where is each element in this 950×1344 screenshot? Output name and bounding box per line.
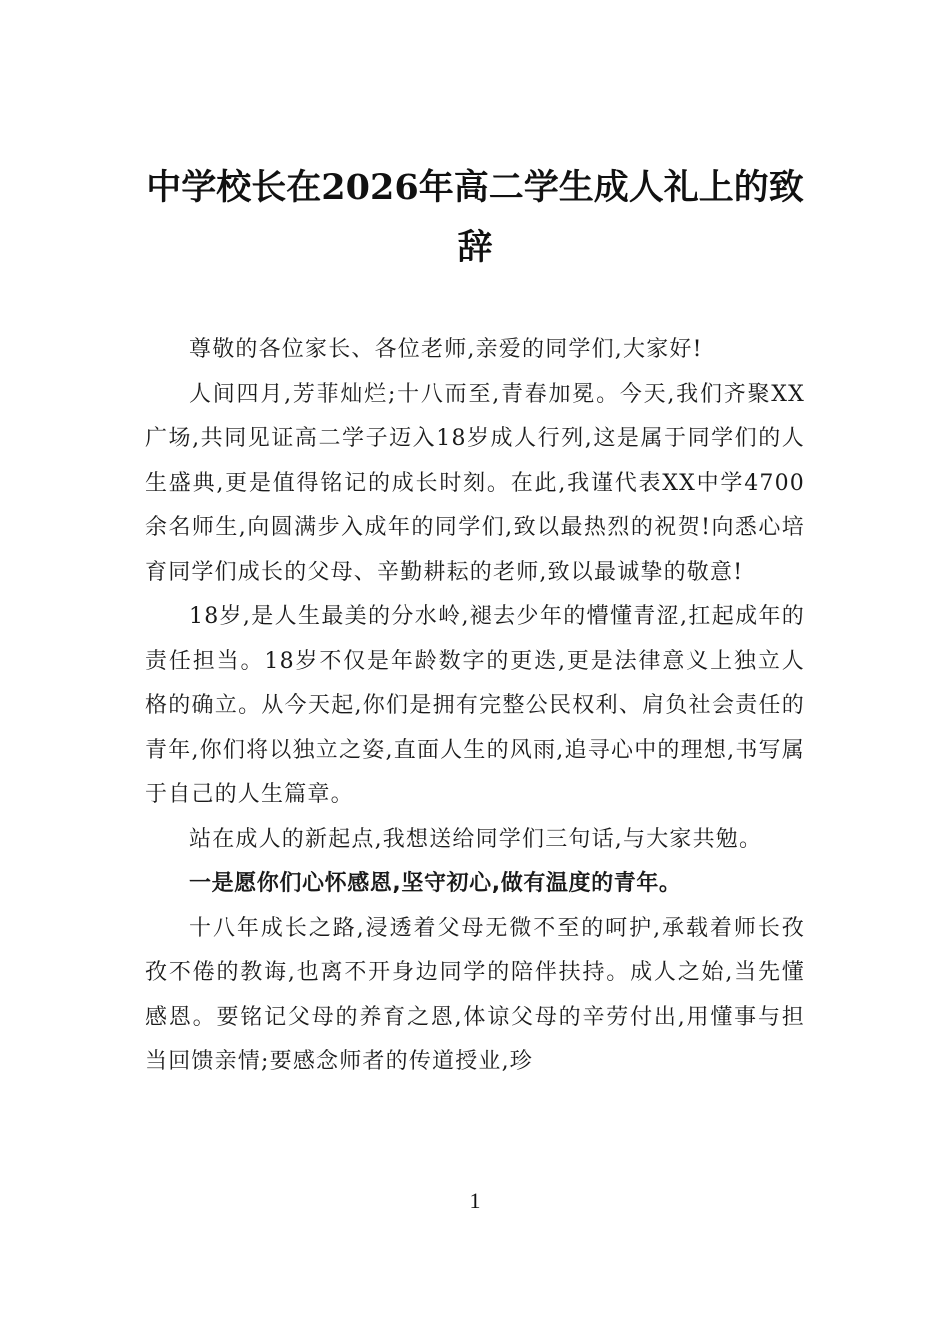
document-title: 中学校长在2026年高二学生成人礼上的致辞 xyxy=(146,167,804,268)
paragraph-heading-gratitude: 一是愿你们心怀感恩,坚守初心,做有温度的青年。 xyxy=(189,871,682,896)
paragraph-three-words: 站在成人的新起点,我想送给同学们三句话,与大家共勉。 xyxy=(189,826,763,852)
paragraph-gratitude: 十八年成长之路,浸透着父母无微不至的呵护,承载着师长孜孜不倦的教诲,也离不开身边同学的陪伴扶持。成人之始,当先懂感恩。要铭记父母的养育之恩,体谅父母的辛劳付出,用懂事与担当回馈亲情;要感念师者的传道授业,珍 xyxy=(145,915,805,1074)
paragraph-opening: 人间四月,芳菲灿烂;十八而至,青春加冕。今天,我们齐聚XX广场,共同见证高二学子迈入18岁成人行列,这是属于同学们的人生盛典,更是值得铭记的成长时刻。在此,我谨代表XX中学4700余名师生,向圆满步入成年的同学们,致以最热烈的祝贺!向悉心培育同学们成长的父母、辛勤耕耘的老师,致以最诚挚的敬意! xyxy=(145,381,805,585)
paragraph-age-eighteen: 18岁,是人生最美的分水岭,褪去少年的懵懂青涩,扛起成年的责任担当。18岁不仅是年龄数字的更迭,更是法律意义上独立人格的确立。从今天起,你们是拥有完整公民权利、肩负社会责任的青年,你们将以独立之姿,直面人生的风雨,追寻心中的理想,书写属于自己的人生篇章。 xyxy=(145,604,805,807)
paragraph-greeting: 尊敬的各位家长、各位老师,亲爱的同学们,大家好! xyxy=(189,337,703,362)
document-body xyxy=(145,328,805,1085)
page-number: 1 xyxy=(469,1188,481,1213)
